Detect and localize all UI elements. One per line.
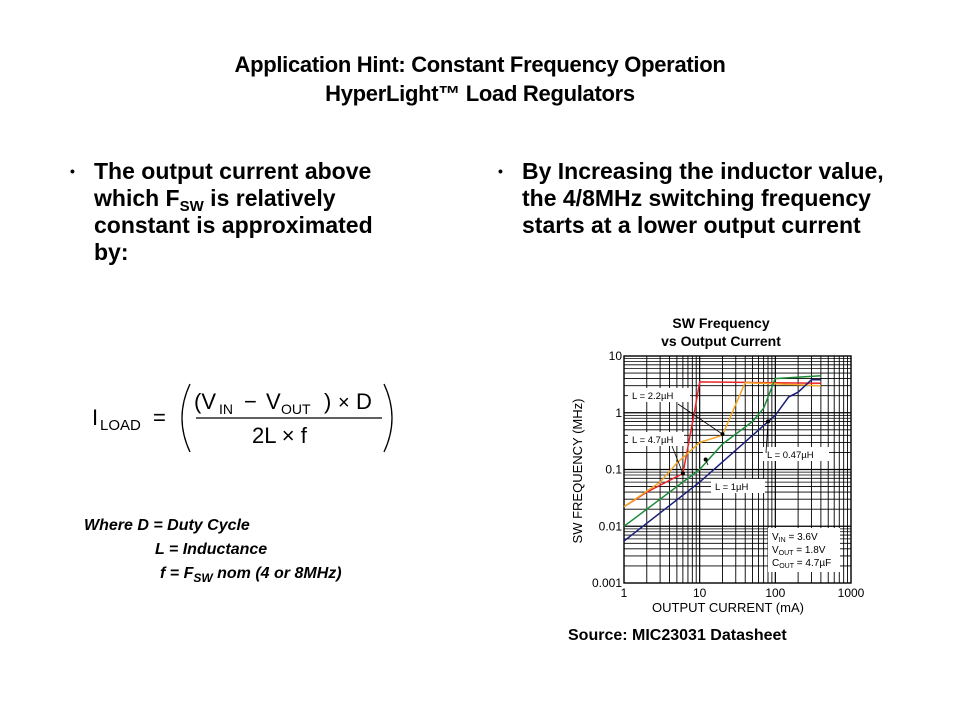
formula-d: D	[356, 389, 372, 414]
iload-formula	[86, 378, 406, 458]
formula-equals: =	[153, 405, 166, 430]
formula-num-open: (V	[194, 389, 216, 414]
where-line-1: Where D = Duty Cycle	[84, 517, 250, 534]
where-line-3: $f = F_{SW}$ nom (4 or 8MHz)	[160, 565, 342, 585]
left-paren	[182, 384, 190, 452]
slide-title	[0, 50, 960, 108]
formula-times: ×	[338, 392, 350, 414]
formula-denominator: 2L × f	[252, 423, 307, 448]
annotation-arrowhead	[766, 420, 770, 424]
bullet-icon: •	[70, 163, 75, 179]
condition-line: $C_{OUT} = 4.7\mu F$	[772, 558, 832, 570]
x-tick-label: 1	[620, 586, 628, 600]
chart-title: SW Frequency	[672, 315, 770, 331]
y-tick-label: 0.01	[598, 519, 622, 534]
annotation-arrowhead	[704, 458, 708, 462]
x-tick-label: 10	[692, 586, 707, 600]
annotation-label: L = 4.7µH	[632, 435, 674, 446]
y-tick-label: 1	[615, 405, 622, 420]
formula-lhs: I	[92, 405, 99, 430]
right-paren	[384, 384, 392, 452]
x-tick-label: 1000	[837, 586, 865, 600]
left-bullet-text: The output current above which $F_{SW}$ is relatively constant is approximated by:	[94, 158, 373, 265]
x-axis-label: OUTPUT CURRENT (mA)	[652, 600, 804, 615]
y-tick-label: 0.1	[605, 462, 622, 477]
condition-line: $V_{IN} = 3.6V$	[772, 532, 818, 544]
annotation-arrowhead	[720, 432, 724, 436]
where-line-2: L = Inductance	[155, 541, 268, 558]
annotation-arrowhead	[681, 472, 685, 476]
y-axis-label: SW FREQUENCY (MHz)	[570, 398, 585, 544]
bullet-icon: •	[498, 163, 503, 179]
formula-num-close: )	[324, 389, 332, 414]
x-tick-label: 100	[765, 586, 786, 600]
annotation-label: L = 2.2µH	[632, 391, 674, 402]
condition-line: $V_{OUT} = 1.8V$	[772, 545, 826, 557]
title-line-1: Application Hint: Constant Frequency Operation	[234, 52, 726, 77]
sw-frequency-chart	[560, 310, 865, 620]
formula-lhs-sub: LOAD	[100, 417, 141, 434]
title-line-2: HyperLight™ Load Regulators	[325, 81, 635, 106]
formula-sub-out: OUT	[281, 401, 311, 417]
formula-sub-in: IN	[219, 401, 233, 417]
y-tick-label: 0.001	[591, 576, 622, 590]
y-tick-label: 10	[608, 349, 622, 363]
formula-v-out: V	[266, 389, 281, 414]
chart-subtitle: vs Output Current	[661, 333, 781, 349]
formula-legend	[84, 514, 342, 586]
annotation-label: L = 1µH	[715, 482, 749, 493]
source-caption: Source: MIC23031 Datasheet	[568, 627, 787, 644]
formula-minus: −	[244, 389, 257, 414]
right-bullet-text: By Increasing the inductor value, the 4/8MHz switching frequency starts at a lower output current	[522, 158, 884, 238]
annotation-label: L = 0.47µH	[767, 450, 814, 461]
